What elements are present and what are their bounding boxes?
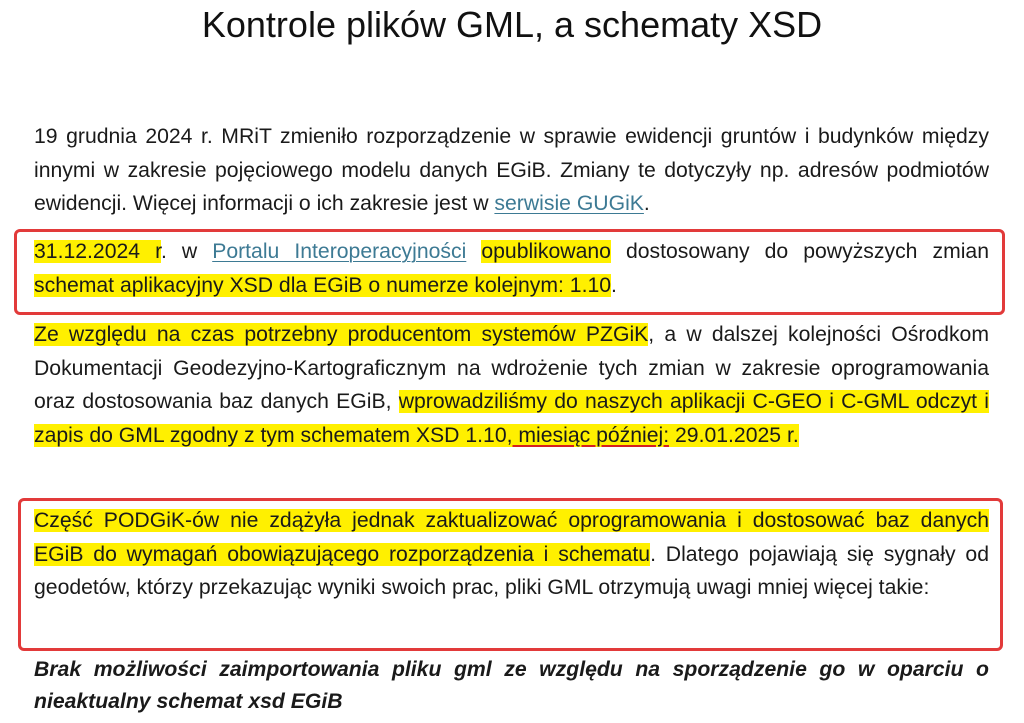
release-date: 29.01.2025 r. (669, 423, 799, 447)
month-later-text: miesiąc później: (512, 423, 670, 447)
podgik-rest: . Dlatego pojawiają się sygnały od geodetów, którzy przekazując wyniki swoich prac, pliki GML otrzymują uwagi mniej więcej takie: (34, 542, 989, 599)
published-word: opublikowano (481, 240, 611, 263)
implementation-mid: , a w dalszej kolejności Ośrodkom Dokumentacji Geodezyjno-Kartograficznym na wdrożenie tych zmian w zakresie oprogramowania oraz dostosowania baz danych EGiB, (34, 323, 989, 413)
error-message-quote: Brak możliwości zaimportowania pliku gml ze względu na sporządzenie go w oparciu o nieaktualny schemat xsd EGiB (34, 658, 989, 713)
podgik-paragraph (34, 504, 989, 605)
publication-mid: dostosowany do powyższych zmian (610, 240, 989, 263)
publication-w: w (166, 240, 213, 263)
intro-end: . (643, 192, 650, 215)
intro-paragraph (34, 120, 989, 221)
implementation-paragraph (34, 318, 989, 452)
apps-highlight: wprowadziliśmy do naszych aplikacji C-GEO i C-GML odczyt i zapis do GML zgodny z tym schematem XSD 1.10, (34, 390, 989, 447)
schema-version-text: schemat aplikacyjny XSD dla EGiB o numerze kolejnym: 1.10 (34, 273, 612, 297)
intro-text: 19 grudnia 2024 r. MRiT zmieniło rozporządzenie w sprawie ewidencji gruntów i budynków między innymi w zakresie pojęciowego modelu danych EGiB. Zmiany te dotyczyły np. adresów podmiotów ewidencji. Więcej informacji o ich zakresie jest w (34, 125, 989, 215)
page-title: Kontrole plików GML, a schematy XSD (201, 4, 823, 45)
publication-space (466, 240, 481, 263)
publication-paragraph (34, 235, 989, 302)
gugik-service-link[interactable]: serwisie GUGiK (494, 192, 644, 215)
publication-end: . (611, 273, 617, 297)
producers-highlight: Ze względu na czas potrzebny producentom systemów PZGiK (34, 323, 649, 346)
interoperability-portal-link[interactable]: Portalu Interoperacyjności (212, 240, 467, 263)
publication-date: 31.12.2024 r (34, 240, 161, 263)
podgik-highlight: Część PODGiK-ów nie zdążyła jednak zaktualizować oprogramowania i dostosować baz danych EGiB do wymagań obowiązującego rozporządzenia i schematu (34, 509, 989, 566)
publication-dot: . (160, 240, 167, 263)
